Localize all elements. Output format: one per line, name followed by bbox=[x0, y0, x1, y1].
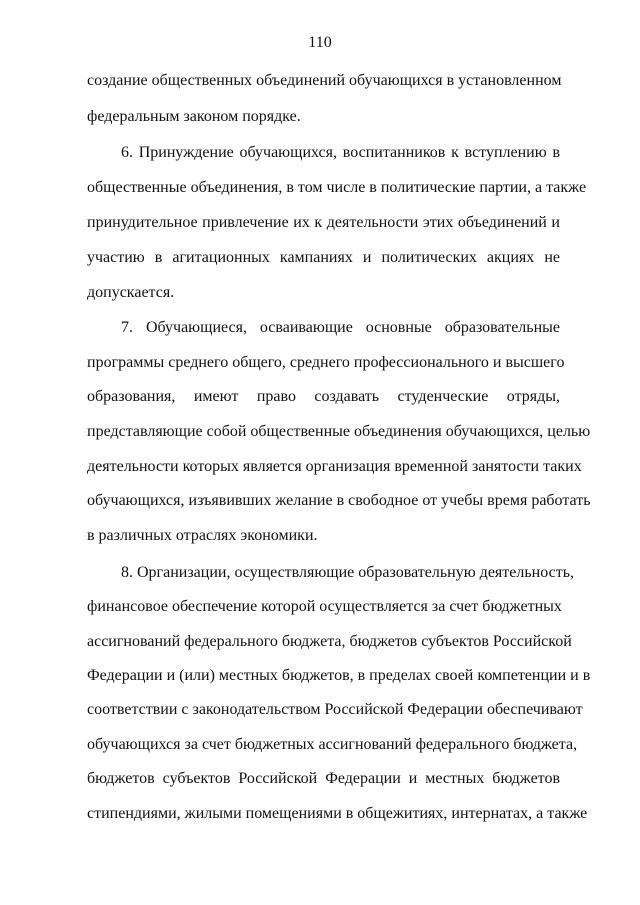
text-line: участию в агитационных кампаниях и политических акциях не bbox=[87, 249, 560, 266]
text-line: финансовое обеспечение которой осуществляется за счет бюджетных bbox=[87, 598, 562, 615]
text-line: федеральным законом порядке. bbox=[87, 108, 301, 125]
text-line: создание общественных объединений обучающихся в установленном bbox=[87, 72, 562, 89]
text-line: образования, имеют право создавать студенческие отряды, bbox=[87, 388, 560, 405]
text-line: представляющие собой общественные объединения обучающихся, целью bbox=[87, 423, 591, 440]
text-line: программы среднего общего, среднего профессионального и высшего bbox=[87, 354, 565, 371]
text-line: деятельности которых является организация временной занятости таких bbox=[87, 458, 582, 475]
text-line: обучающихся, изъявивших желание в свободное от учебы время работать bbox=[87, 492, 591, 509]
text-line: 6. Принуждение обучающихся, воспитанников к вступлению в bbox=[121, 144, 560, 161]
text-line: 7. Обучающиеся, осваивающие основные образовательные bbox=[121, 319, 560, 336]
text-line: стипендиями, жилыми помещениями в общежитиях, интернатах, а также bbox=[87, 805, 588, 822]
page-number: 110 bbox=[308, 34, 332, 51]
text-line: в различных отраслях экономики. bbox=[87, 527, 318, 544]
text-line: ассигнований федерального бюджета, бюджетов субъектов Российской bbox=[87, 633, 572, 650]
text-line: бюджетов субъектов Российской Федерации и местных бюджетов bbox=[87, 770, 560, 787]
text-line: принудительное привлечение их к деятельности этих объединений и bbox=[87, 214, 560, 231]
text-line: 8. Организации, осуществляющие образовательную деятельность, bbox=[121, 564, 574, 581]
text-line: общественные объединения, в том числе в политические партии, а также bbox=[87, 179, 587, 196]
text-line: Федерации и (или) местных бюджетов, в пределах своей компетенции и в bbox=[87, 667, 591, 684]
text-line: соответствии с законодательством Российской Федерации обеспечивают bbox=[87, 701, 583, 718]
text-line: обучающихся за счет бюджетных ассигнований федерального бюджета, bbox=[87, 736, 578, 753]
text-line: допускается. bbox=[87, 284, 175, 301]
